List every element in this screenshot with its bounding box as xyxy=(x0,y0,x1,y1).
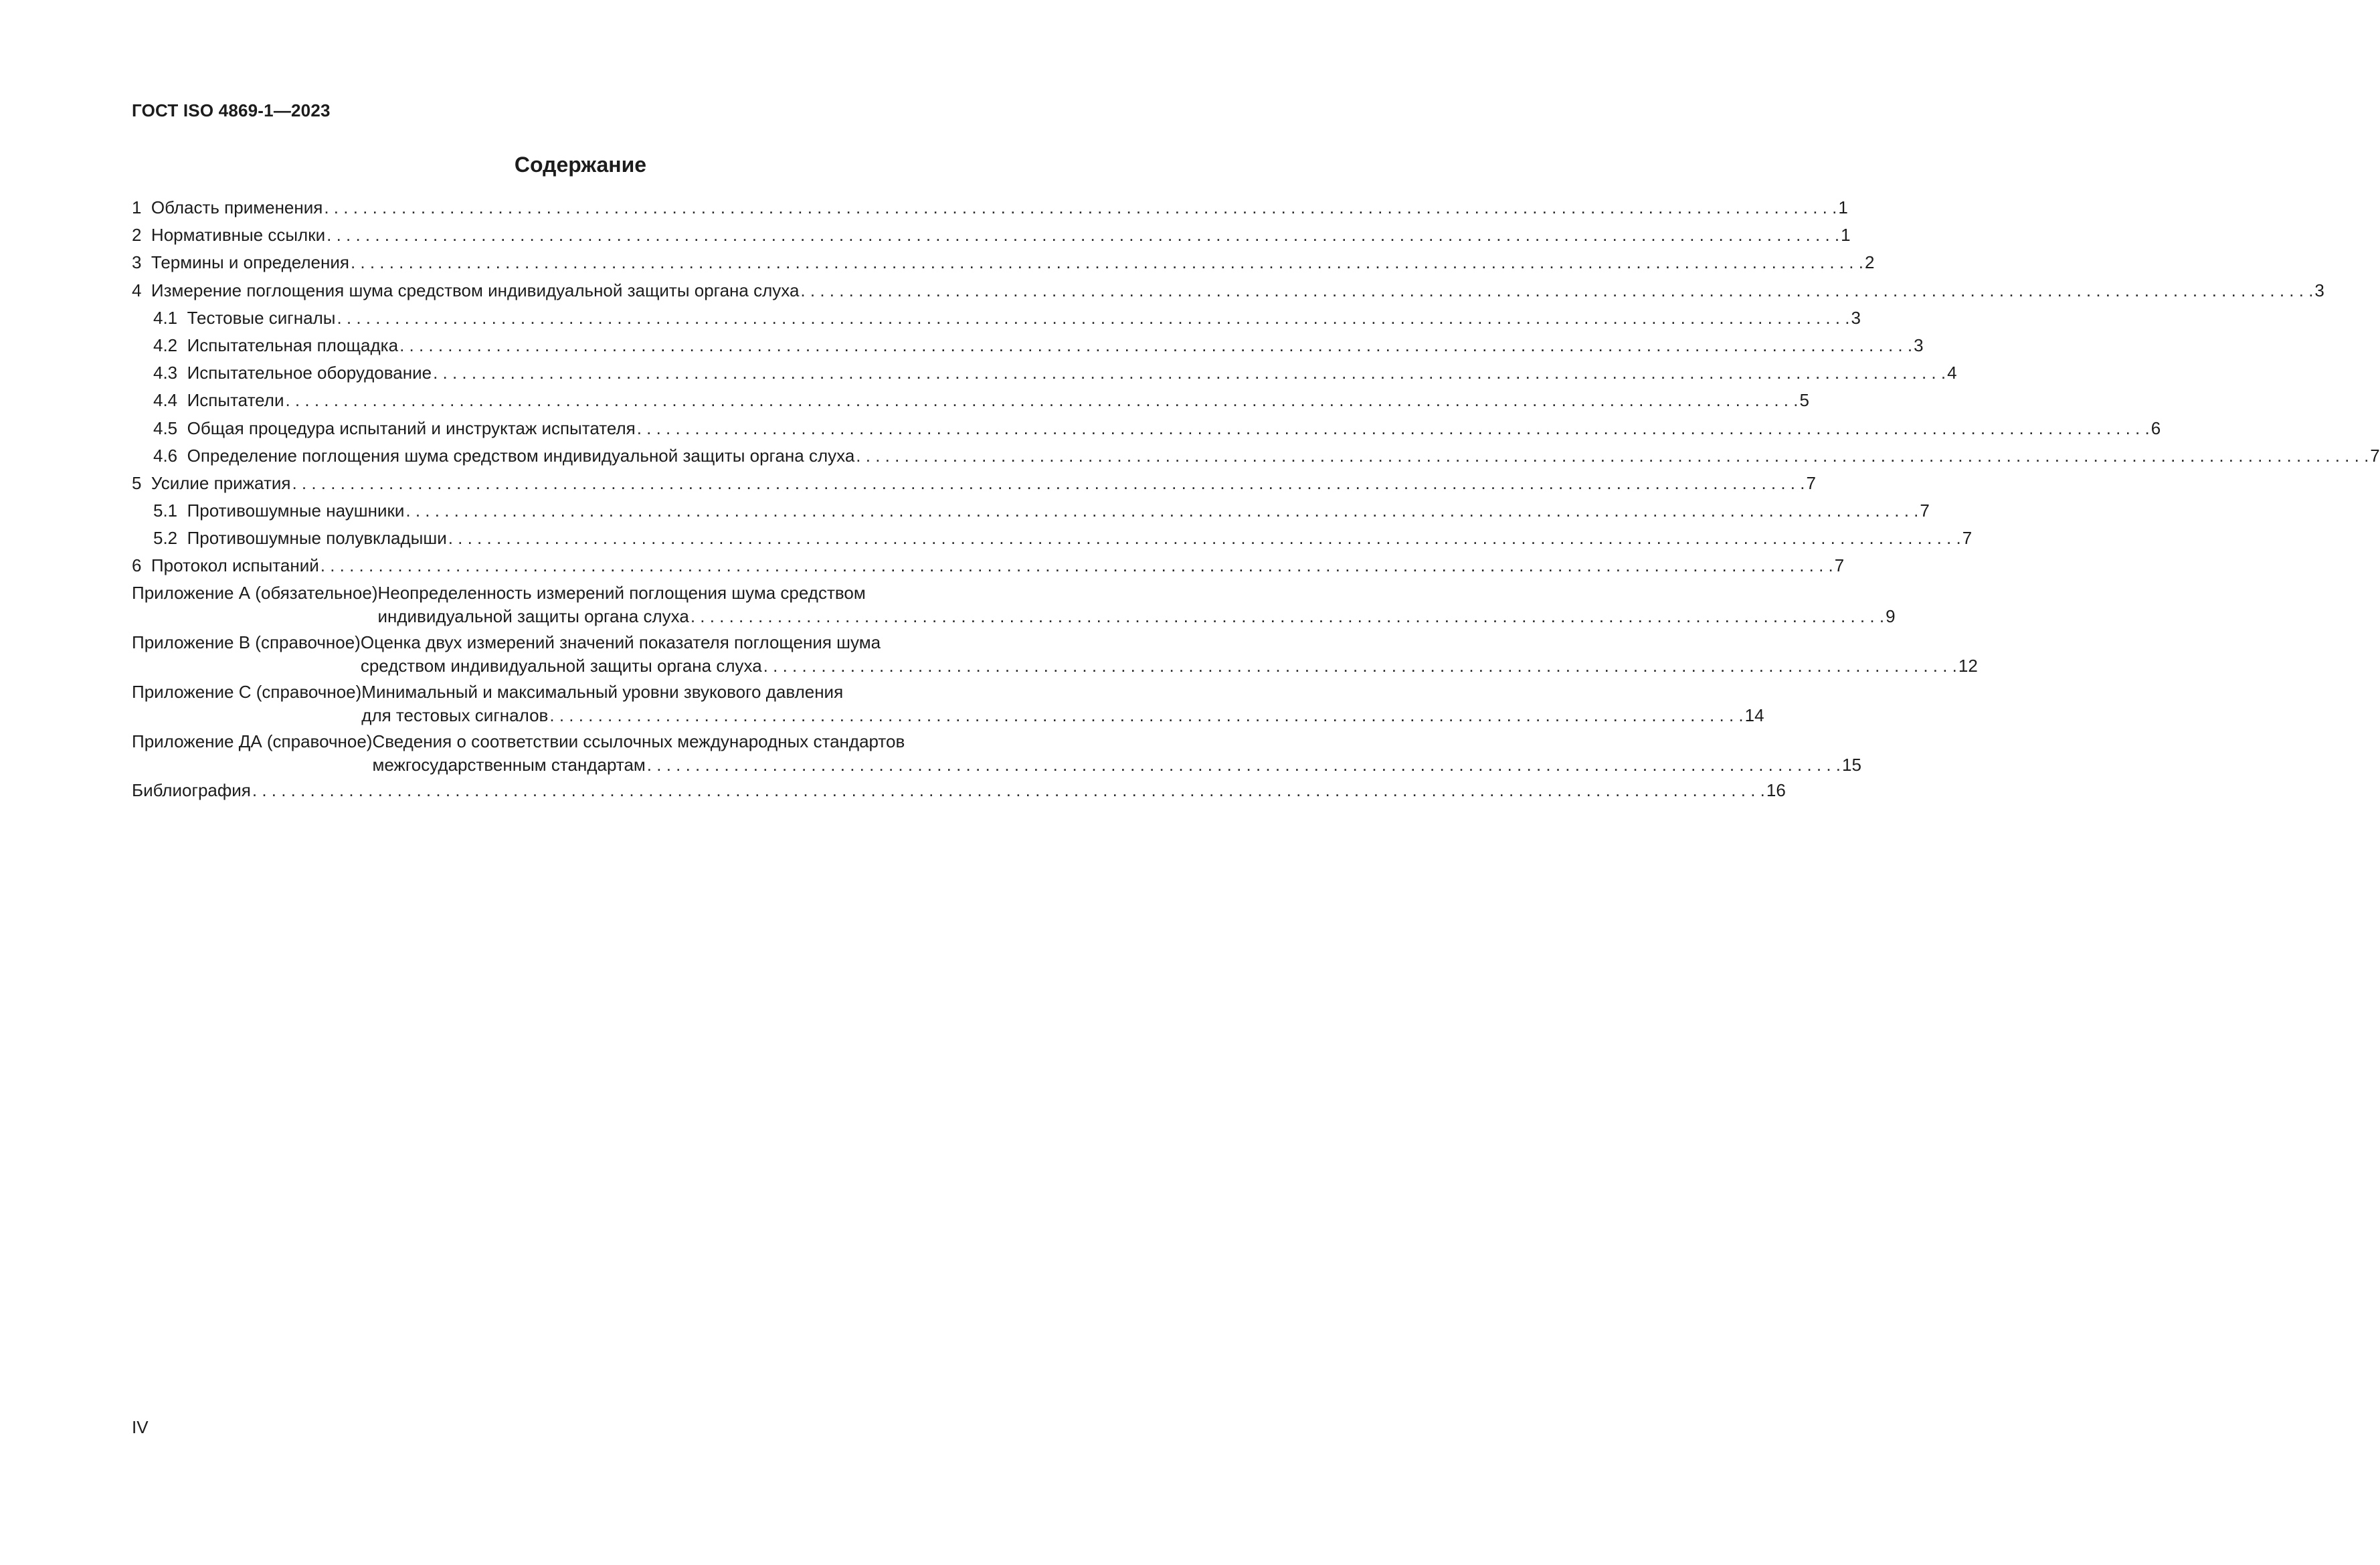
toc-entry[interactable] xyxy=(132,470,1816,497)
toc-title: Содержание xyxy=(514,153,647,177)
toc-annex-title-line2: индивидуальной защиты органа слуха xyxy=(377,606,689,626)
document-code: ГОСТ ISO 4869-1—2023 xyxy=(132,100,331,120)
toc-leader-dots xyxy=(448,525,1961,552)
toc-entry-label: Область применения xyxy=(151,197,323,217)
toc-annex-head: Приложение С (справочное) xyxy=(132,681,362,702)
toc-entry-number: 4.4 xyxy=(153,390,178,411)
toc-entry[interactable] xyxy=(132,332,1924,359)
toc-entry-label: Испытатели xyxy=(187,390,284,411)
toc-entry[interactable] xyxy=(132,415,2161,442)
toc-entry-number: 3 xyxy=(132,252,142,273)
toc-entry-label: Нормативные ссылки xyxy=(151,225,326,246)
toc-leader-dots xyxy=(433,359,1946,387)
toc-entry[interactable] xyxy=(132,525,1973,552)
toc-entry-page: 7 xyxy=(1962,528,1973,549)
toc-entry-label: Испытательная площадка xyxy=(187,335,399,355)
toc-entry-page: 7 xyxy=(2370,445,2380,466)
toc-entry-page: 7 xyxy=(1920,500,1930,521)
toc-annex-page: 12 xyxy=(1958,655,1978,676)
toc-leader-dots xyxy=(292,470,1805,497)
table-of-contents xyxy=(132,194,2380,804)
toc-leader-dots xyxy=(285,387,1798,414)
toc-leader-dots xyxy=(252,777,1765,804)
toc-entry-number: 2 xyxy=(132,225,142,246)
toc-entry-page: 6 xyxy=(2150,418,2161,438)
toc-entry[interactable] xyxy=(132,249,1875,276)
toc-entry-number: 4.3 xyxy=(153,363,178,383)
toc-entry[interactable] xyxy=(132,304,1861,332)
toc-leader-dots xyxy=(351,249,1863,276)
toc-entry-page: 5 xyxy=(1799,390,1809,411)
toc-entry[interactable] xyxy=(132,442,2380,470)
toc-annex-entry[interactable] xyxy=(132,631,1978,678)
toc-annex-page: 9 xyxy=(1886,606,1896,626)
toc-entry-number: 4.5 xyxy=(153,418,178,438)
toc-entry-label: Протокол испытаний xyxy=(151,555,319,576)
toc-entry[interactable] xyxy=(132,387,1809,414)
toc-leader-dots xyxy=(405,497,1918,525)
page-number: IV xyxy=(132,1417,149,1437)
toc-leader-dots xyxy=(324,194,1837,221)
toc-entry-page: 16 xyxy=(1766,779,1786,800)
toc-entry[interactable] xyxy=(132,552,1845,579)
toc-entry-number: 5 xyxy=(132,472,142,493)
toc-annex-title-line2: межгосударственным стандартам xyxy=(372,754,646,775)
toc-bibliography-entry[interactable] xyxy=(132,777,1786,804)
toc-entry-page: 4 xyxy=(1947,363,1957,383)
toc-entry-number: 6 xyxy=(132,555,142,576)
toc-annex-entry[interactable] xyxy=(132,581,1896,628)
toc-leader-dots xyxy=(691,604,1884,628)
toc-entry-label: Библиография xyxy=(132,779,251,800)
toc-annex-title-line2: для тестовых сигналов xyxy=(361,705,549,725)
toc-entry[interactable] xyxy=(132,277,2324,304)
toc-annex-head: Приложение В (справочное) xyxy=(132,632,361,652)
toc-leader-dots xyxy=(337,304,1849,332)
toc-leader-dots xyxy=(549,703,1743,727)
toc-leader-dots xyxy=(800,277,2313,304)
toc-leader-dots xyxy=(637,415,2150,442)
toc-entry-number: 5.1 xyxy=(153,500,178,521)
toc-entry-label: Тестовые сигналы xyxy=(187,307,336,328)
toc-entry-label: Общая процедура испытаний и инструктаж испытателя xyxy=(187,418,636,438)
toc-entry-label: Термины и определения xyxy=(151,252,349,273)
toc-entry-page: 1 xyxy=(1838,197,1848,217)
toc-entry-page: 7 xyxy=(1806,472,1816,493)
toc-entry[interactable] xyxy=(132,194,1848,221)
toc-entry-label: Усилие прижатия xyxy=(151,472,291,493)
toc-annex-title-line1: Минимальный и максимальный уровни звукового давления xyxy=(361,681,844,702)
toc-annex-head: Приложение А (обязательное) xyxy=(132,582,378,603)
toc-entry-number: 4 xyxy=(132,280,142,300)
toc-leader-dots xyxy=(327,221,1839,249)
toc-leader-dots xyxy=(763,654,1957,678)
toc-entry[interactable] xyxy=(132,221,1851,249)
toc-leader-dots xyxy=(321,552,1833,579)
toc-entry-number: 4.1 xyxy=(153,307,178,328)
toc-entry-page: 2 xyxy=(1864,252,1875,273)
toc-annex-title-line2: средством индивидуальной защиты органа слуха xyxy=(360,655,762,676)
toc-entry-number: 4.2 xyxy=(153,335,178,355)
toc-entry[interactable] xyxy=(132,359,1957,387)
toc-entry-page: 7 xyxy=(1834,555,1845,576)
toc-entry-page: 3 xyxy=(2314,280,2324,300)
toc-entry-label: Испытательное оборудование xyxy=(187,363,432,383)
toc-annex-page: 15 xyxy=(1842,754,1861,775)
toc-annex-head: Приложение ДА (справочное) xyxy=(132,731,373,751)
toc-annex-title-line1: Сведения о соответствии ссылочных международных стандартов xyxy=(372,731,905,751)
toc-leader-dots xyxy=(856,442,2369,470)
toc-annex-entry[interactable] xyxy=(132,730,1861,777)
toc-entry-page: 1 xyxy=(1841,225,1851,246)
toc-entry[interactable] xyxy=(132,497,1930,525)
toc-annex-entry[interactable] xyxy=(132,680,1764,727)
toc-entry-number: 1 xyxy=(132,197,142,217)
toc-annex-title-line1: Оценка двух измерений значений показателя поглощения шума xyxy=(360,632,881,652)
toc-annex-page: 14 xyxy=(1744,705,1764,725)
toc-leader-dots xyxy=(647,753,1841,777)
toc-entry-page: 3 xyxy=(1914,335,1924,355)
toc-annex-title-line1: Неопределенность измерений поглощения шума средством xyxy=(377,582,866,603)
toc-leader-dots xyxy=(399,332,1912,359)
toc-entry-label: Определение поглощения шума средством индивидуальной защиты органа слуха xyxy=(187,445,855,466)
toc-entry-label: Измерение поглощения шума средством индивидуальной защиты органа слуха xyxy=(151,280,800,300)
toc-entry-label: Противошумные наушники xyxy=(187,500,405,521)
toc-entry-label: Противошумные полувкладыши xyxy=(187,528,447,549)
toc-entry-number: 5.2 xyxy=(153,528,178,549)
toc-entry-number: 4.6 xyxy=(153,445,178,466)
toc-entry-page: 3 xyxy=(1851,307,1861,328)
